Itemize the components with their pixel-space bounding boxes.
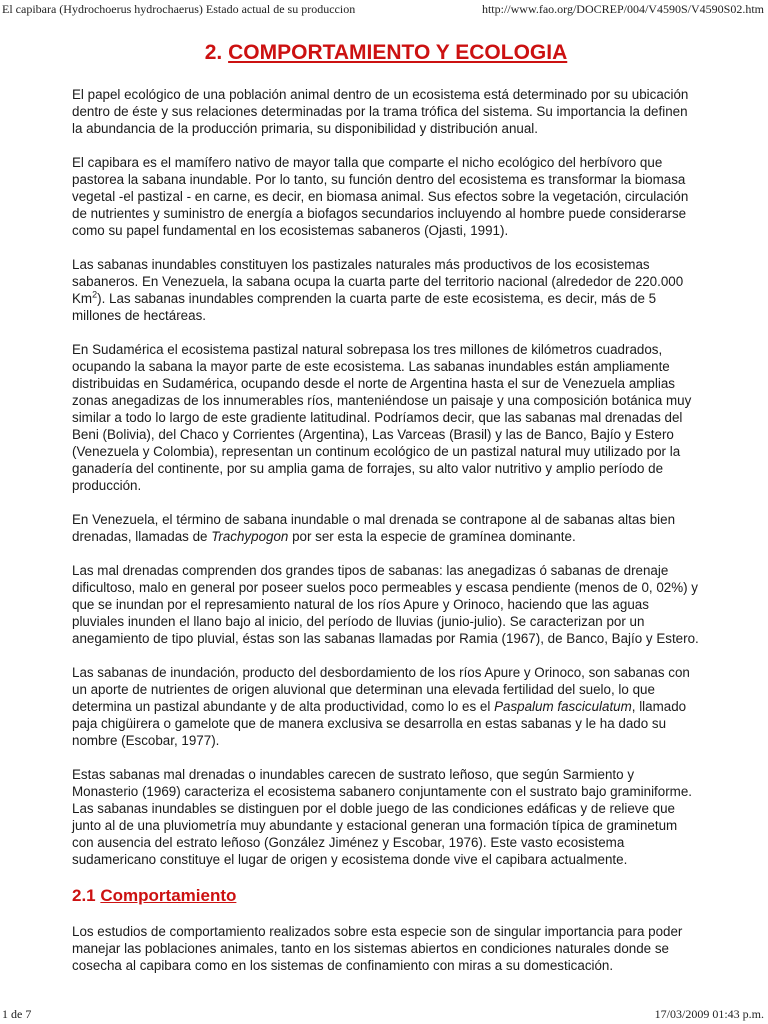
species-name-trachypogon: Trachypogon xyxy=(211,529,289,544)
paragraph-6: Las mal drenadas comprenden dos grandes tipos de sabanas: las anegadizas ó sabanas de drenaje dificultoso, malo en general por poseer suelos poco permeables y escasa pendiente (menos de 0, 02%) y que se inundan por el represamiento natural de los ríos Apure y Orinoco, haciendo que las aguas pluviales inunden el llano bajo al inicio, del período de lluvias (junio-julio). Se caracterizan por un anegamiento de tipo pluvial, éstas son las sabanas llamadas por Ramia (1967), de Banco, Bajío y Estero. xyxy=(72,563,699,646)
subsection-heading xyxy=(72,885,700,907)
section-number: 2. xyxy=(204,41,223,64)
print-header xyxy=(0,0,768,18)
print-timestamp: 17/03/2009 01:43 p.m. xyxy=(654,1007,764,1021)
paragraph-5-text-b: por ser esta la especie de gramínea dominante. xyxy=(288,529,576,544)
page-content xyxy=(72,32,700,991)
paragraph-3-text-b: ). Las sabanas inundables comprenden la cuarta parte de este ecosistema, es decir, más de 5 millones de hectáreas. xyxy=(72,291,657,323)
paragraph-5-text-a: En Venezuela, el término de sabana inundable o mal drenada se contrapone al de sabanas altas bien drenadas, llamadas de xyxy=(72,512,676,544)
paragraph-3-text-a: Las sabanas inundables constituyen los pastizales naturales más productivos de los ecosistemas sabaneros. En Venezuela, la sabana ocupa la cuarta parte del territorio nacional (alrededor de 220.000 Km xyxy=(72,257,684,306)
species-name-paspalum: Paspalum fasciculatum xyxy=(494,699,632,714)
print-footer xyxy=(0,1006,768,1024)
print-header-title: El capibara (Hydrochoerus hydrochaerus) Estado actual de su produccion xyxy=(2,2,356,16)
paragraph-3 xyxy=(72,256,700,324)
paragraph-7-text-b: , llamado paja chigüirera o gamelote que de manera exclusiva se desarrolla en estas sabanas y le ha dado su nombre (Escobar, 1977). xyxy=(72,699,687,748)
paragraph-4: En Sudamérica el ecosistema pastizal natural sobrepasa los tres millones de kilómetros cuadrados, ocupando la sabana la mayor parte de este ecosistema. Las sabanas inundables están ampliamente distribuidas en Sudamérica, ocupando desde el norte de Argentina hasta el sur de Venezuela amplias zonas anegadizas de los innumerables ríos, manteniéndose un paisaje y una composición botánica muy similar a todo lo largo de este gradiente latitudinal. Podríamos decir, que las sabanas mal drenadas del Beni (Bolivia), del Chaco y Corrientes (Argentina), Las Varceas (Brasil) y las de Banco, Bajío y Estero (Venezuela y Colombia), representan un continum ecológico de un pastizal natural muy utilizado por la ganadería del continente, por su amplia gama de forrajes, su alto valor nutritivo y amplio período de producción. xyxy=(72,342,692,493)
paragraph-2: El capibara es el mamífero nativo de mayor talla que comparte el nicho ecológico del herbívoro que pastorea la sabana inundable. Por lo tanto, su función dentro del ecosistema es transformar la biomasa vegetal -el pastizal - en carne, es decir, en biomasa animal. Sus efectos sobre la vegetación, circulación de nutrientes y suministro de energía a biofagos secundarios incluyendo al hombre puede considerarse como su papel fundamental en los ecosistemas sabaneros (Ojasti, 1991). xyxy=(72,155,689,238)
subsection-title-link[interactable]: Comportamiento xyxy=(100,886,237,905)
paragraph-1: El papel ecológico de una población animal dentro de un ecosistema está determinado por su ubicación dentro de éste y sus relaciones determinadas por la trama trófica del sistema. Su importancia la definen la abundancia de la producción primaria, su disponibilidad y distribución anual. xyxy=(72,87,689,136)
paragraph-7 xyxy=(72,664,700,749)
paragraph-5 xyxy=(72,511,700,545)
section-heading xyxy=(72,40,700,66)
paragraph-7-text-a: Las sabanas de inundación, producto del desbordamiento de los ríos Apure y Orinoco, son sabanas con un aporte de nutrientes de origen aluvional que determinan una elevada fertilidad del suelo, lo que determina un pastizal abundante y de alta productividad, como lo es el xyxy=(72,665,690,714)
page-counter: 1 de 7 xyxy=(2,1007,32,1021)
print-header-url: http://www.fao.org/DOCREP/004/V4590S/V4590S02.htm xyxy=(481,2,764,16)
subsection-number: 2.1 xyxy=(72,886,96,905)
paragraph-8: Estas sabanas mal drenadas o inundables carecen de sustrato leñoso, que según Sarmiento y Monasterio (1969) caracteriza el ecosistema sabanero conjuntamente con el sustrato bajo graminiforme. Las sabanas inundables se distinguen por el doble juego de las condiciones edáficas y de relieve que junto al de una pluviometría muy abundante y estacional generan una formación típica de graminetum con ausencia del estrato leñoso (González Jiménez y Escobar, 1976). Este vasto ecosistema sudamericano constituye el lugar de origen y ecosistema donde vive el capibara actualmente. xyxy=(72,767,693,867)
superscript: 2 xyxy=(92,289,98,300)
paragraph-subsection: Los estudios de comportamiento realizados sobre esta especie son de singular importancia para poder manejar las poblaciones animales, tanto en los sistemas abiertos en condiciones naturales donde se cosecha al capibara como en los sistemas de confinamiento con miras a su domesticación. xyxy=(72,924,683,973)
section-title-link[interactable]: COMPORTAMIENTO Y ECOLOGIA xyxy=(228,41,568,64)
